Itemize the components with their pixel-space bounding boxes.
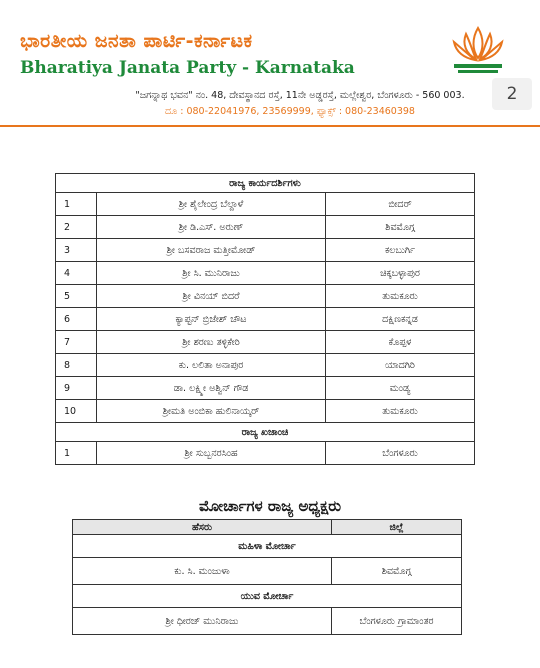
table-row xyxy=(73,608,462,635)
member-name: ಶ್ರೀಮತಿ ಅಂಬಿಕಾ ಹುಲಿನಾಯ್ಕರ್ xyxy=(97,400,326,423)
party-name-kannada: ಭಾರತೀಯ ಜನತಾ ಪಾರ್ಟಿ-ಕರ್ನಾಟಕ xyxy=(20,30,253,52)
member-district: ಬೆಂಗಳೂರು ಗ್ರಾಮಾಂತರ xyxy=(332,608,462,635)
member-name: ಕು. ಲಲಿತಾ ಅನಾಪುರ xyxy=(97,354,326,377)
member-district: ಚಿಕ್ಕಬಳ್ಳಾಪುರ xyxy=(326,262,475,285)
row-number: 10 xyxy=(56,400,97,423)
member-name: ಕು. ಸಿ. ಮಂಜುಳಾ xyxy=(73,558,332,585)
office-address: "ಜಗನ್ನಾಥ ಭವನ" ನಂ. 48, ದೇವಸ್ಥಾನದ ರಸ್ತೆ, 11ನೇ ಅಡ್ಡರಸ್ತೆ, ಮಲ್ಲೇಶ್ವರ, ಬೆಂಗಳೂರು - 560 003. xyxy=(135,90,465,101)
table-row xyxy=(56,239,475,262)
header-divider xyxy=(0,125,540,127)
row-number: 9 xyxy=(56,377,97,400)
morcha-header-row xyxy=(73,520,462,535)
table-row xyxy=(56,400,475,423)
table-row xyxy=(73,558,462,585)
secretaries-table xyxy=(55,173,475,465)
member-district: ಶಿವಮೊಗ್ಗ xyxy=(326,216,475,239)
row-number: 6 xyxy=(56,308,97,331)
table-row xyxy=(56,193,475,216)
member-district: ಮಂಡ್ಯ xyxy=(326,377,475,400)
member-district: ತುಮಕೂರು xyxy=(326,285,475,308)
page-number: 2 xyxy=(492,78,532,110)
table-row xyxy=(56,377,475,400)
member-name: ಶ್ರೀ ಡಿ.ಎಸ್. ಅರುಣ್ xyxy=(97,216,326,239)
member-name: ಶ್ರೀ ಬಸವರಾಜ ಮತ್ತೀಮೋಡ್ xyxy=(97,239,326,262)
member-name: ಶ್ರೀ ಶರಣು ತಳ್ಳಿಕೇರಿ xyxy=(97,331,326,354)
member-district: ಕಲಬುರ್ಗಿ xyxy=(326,239,475,262)
party-name-english: Bharatiya Janata Party - Karnataka xyxy=(20,58,355,78)
member-name: ಕ್ಯಾಪ್ಟನ್ ಬ್ರಿಜೇಶ್ ಚೌಟ xyxy=(97,308,326,331)
table-row xyxy=(56,262,475,285)
row-number: 1 xyxy=(56,442,97,465)
contact-numbers: ದೂ : 080-22041976, 23569999, ಫ್ಯಾಕ್ಸ್ : 080-23460398 xyxy=(165,106,415,117)
secretaries-title-row xyxy=(56,174,475,193)
table-row xyxy=(56,216,475,239)
table-row xyxy=(56,285,475,308)
treasurer-rows xyxy=(56,442,475,465)
member-name: ಶ್ರೀ ಧೀರಜ್ ಮುನಿರಾಜು xyxy=(73,608,332,635)
lotus-icon xyxy=(448,22,508,80)
table-row xyxy=(56,308,475,331)
member-district: ಬೀದರ್ xyxy=(326,193,475,216)
member-name: ಶ್ರೀ ಸುಬ್ಬನರಸಿಂಹ xyxy=(97,442,326,465)
morcha-section-row xyxy=(73,535,462,558)
col-district-header: ಜಿಲ್ಲೆ xyxy=(332,520,462,535)
member-district: ಶಿವಮೊಗ್ಗ xyxy=(332,558,462,585)
row-number: 4 xyxy=(56,262,97,285)
morcha-section-title: ಮಹಿಳಾ ಮೋರ್ಚಾ xyxy=(73,535,462,558)
row-number: 1 xyxy=(56,193,97,216)
table-row xyxy=(56,442,475,465)
morcha-section-row xyxy=(73,585,462,608)
member-district: ಬೆಂಗಳೂರು xyxy=(326,442,475,465)
member-name: ಡಾ. ಲಕ್ಷ್ಮೀ ಅಶ್ವಿನ್ ಗೌಡ xyxy=(97,377,326,400)
secretaries-title: ರಾಜ್ಯ ಕಾರ್ಯದರ್ಶಿಗಳು xyxy=(56,174,475,193)
row-number: 3 xyxy=(56,239,97,262)
row-number: 7 xyxy=(56,331,97,354)
member-district: ಯಾದಗಿರಿ xyxy=(326,354,475,377)
secretaries-rows xyxy=(56,193,475,423)
row-number: 5 xyxy=(56,285,97,308)
member-name: ಶ್ರೀ ಶೈಲೇಂದ್ರ ಬೆಲ್ದಾಳೆ xyxy=(97,193,326,216)
member-district: ಕೊಪ್ಪಳ xyxy=(326,331,475,354)
letterhead xyxy=(0,0,540,130)
table-row xyxy=(56,354,475,377)
member-district: ದಕ್ಷಿಣಕನ್ನಡ xyxy=(326,308,475,331)
row-number: 2 xyxy=(56,216,97,239)
member-name: ಶ್ರೀ ಸಿ. ಮುನಿರಾಜು xyxy=(97,262,326,285)
treasurer-title: ರಾಜ್ಯ ಖಜಾಂಚಿ xyxy=(56,423,475,442)
treasurer-title-row xyxy=(56,423,475,442)
col-name-header: ಹೆಸರು xyxy=(73,520,332,535)
member-district: ತುಮಕೂರು xyxy=(326,400,475,423)
morcha-rows xyxy=(73,535,462,635)
table-row xyxy=(56,331,475,354)
member-name: ಶ್ರೀ ವಿನಯ್ ಬಿದರೆ xyxy=(97,285,326,308)
morcha-section-title: ಯುವ ಮೋರ್ಚಾ xyxy=(73,585,462,608)
row-number: 8 xyxy=(56,354,97,377)
morcha-heading: ಮೋರ್ಚಾಗಳ ರಾಜ್ಯ ಅಧ್ಯಕ್ಷರು xyxy=(199,497,341,515)
morcha-table xyxy=(72,519,462,635)
